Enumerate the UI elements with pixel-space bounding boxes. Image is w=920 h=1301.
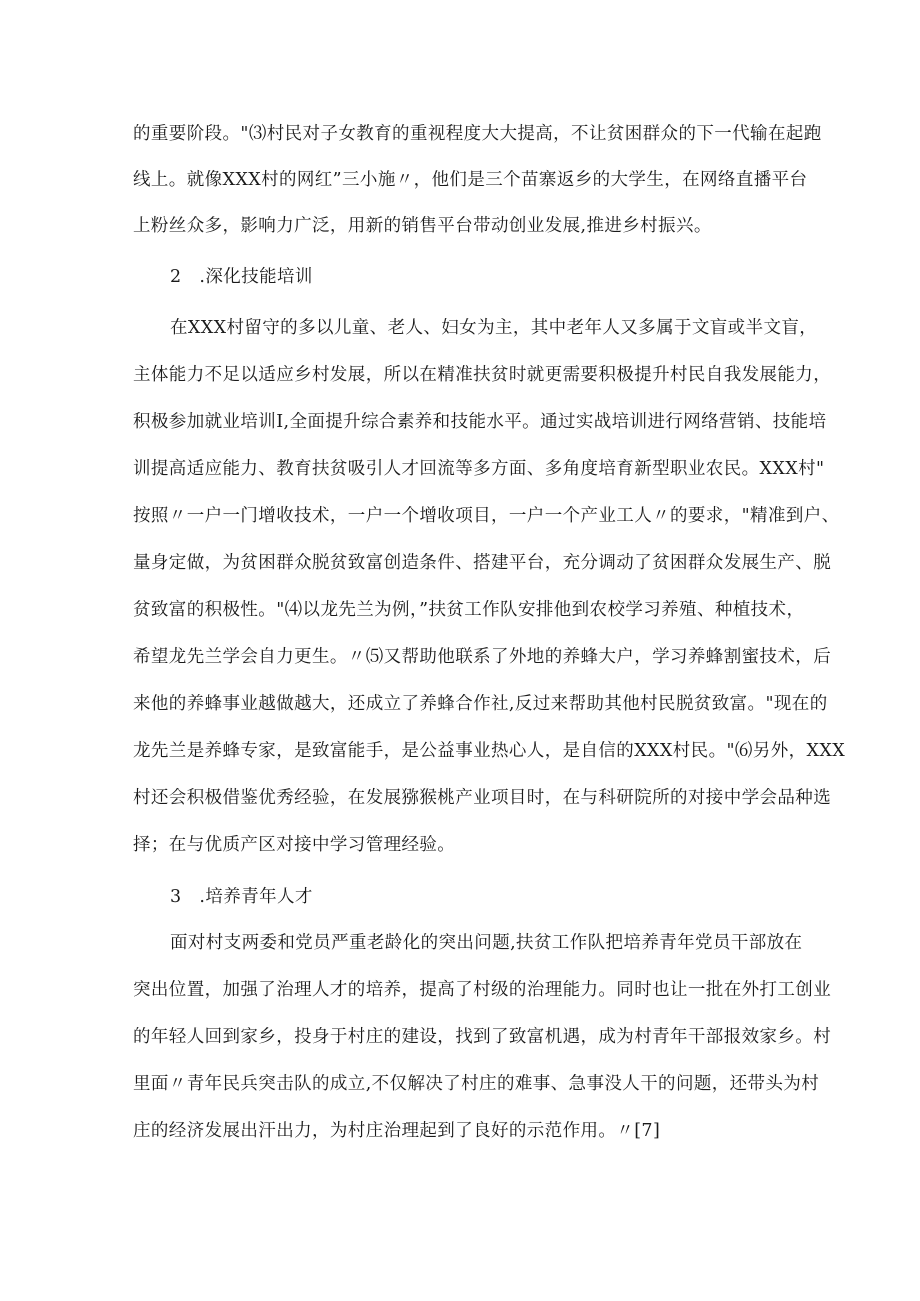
paragraph-line: 按照〃一户一门增收技术，一户一个增收项目，一户一个产业工人〃的要求，"精准到户、 (133, 506, 840, 526)
section-heading: 3 .培养青年人才 (170, 887, 313, 907)
paragraph-line: 庄的经济发展出汗出力，为村庄治理起到了良好的示范作用。〃[7] (133, 1121, 661, 1141)
paragraph-line: 积极参加就业培训I,全面提升综合素养和技能水平。通过实战培训进行网络营销、技能培 (133, 412, 827, 432)
paragraph-line: 训提高适应能力、教育扶贫吸引人才回流等多方面、多角度培育新型职业农民。XXX村" (133, 459, 825, 479)
paragraph-line: 贫致富的积极性。"⑷以龙先兰为例，”扶贫工作队安排他到农校学习养殖、种植技术， (133, 600, 805, 620)
paragraph-line: 线上。就像XXX村的网红”三小施〃，他们是三个苗寨返乡的大学生，在网络直播平台 (133, 170, 808, 190)
paragraph-line: 的年轻人回到家乡，投身于村庄的建设，找到了致富机遇，成为村青年干部报效家乡。村 (133, 1027, 832, 1047)
paragraph-line: 来他的养蜂事业越做越大，还成立了养蜂合作社,反过来帮助其他村民脱贫致富。"现在的 (133, 694, 828, 714)
paragraph-line: 希望龙先兰学会自力更生。〃⑸又帮助他联系了外地的养蜂大户，学习养蜂割蜜技术，后 (133, 647, 832, 667)
paragraph-line: 村还会积极借鉴优秀经验，在发展猕猴桃产业项目时，在与科研院所的对接中学会品种选 (133, 788, 832, 808)
paragraph-line: 择；在与优质产区对接中学习管理经验。 (133, 835, 456, 855)
paragraph-line: 突出位置，加强了治理人才的培养，提高了村级的治理能力。同时也让一批在外打工创业 (133, 980, 832, 1000)
paragraph-line: 的重要阶段。"⑶村民对子女教育的重视程度大大提高，不让贫困群众的下一代输在起跑 (133, 124, 822, 144)
paragraph-line: 主体能力不足以适应乡村发展，所以在精准扶贫时就更需要积极提升村民自我发展能力， (133, 365, 832, 385)
paragraph-line: 上粉丝众多，影响力广泛，用新的销售平台带动创业发展,推进乡村振兴。 (133, 216, 712, 236)
section-heading: 2 .深化技能培训 (170, 267, 313, 287)
paragraph-line: 里面〃青年民兵突击队的成立,不仅解决了村庄的难事、急事没人干的问题，还带头为村 (133, 1074, 820, 1094)
paragraph-line: 在XXX村留守的多以儿童、老人、妇女为主，其中老年人又多属于文盲或半文盲， (170, 318, 818, 338)
paragraph-line: 龙先兰是养蜂专家，是致富能手，是公益事业热心人，是自信的XXX村民。"⑹另外，XXX (133, 741, 846, 761)
paragraph-line: 面对村支两委和党员严重老龄化的突出问题,扶贫工作队把培养青年党员干部放在 (170, 933, 803, 953)
paragraph-line: 量身定做，为贫困群众脱贫致富创造条件、搭建平台，充分调动了贫困群众发展生产、脱 (133, 553, 832, 573)
